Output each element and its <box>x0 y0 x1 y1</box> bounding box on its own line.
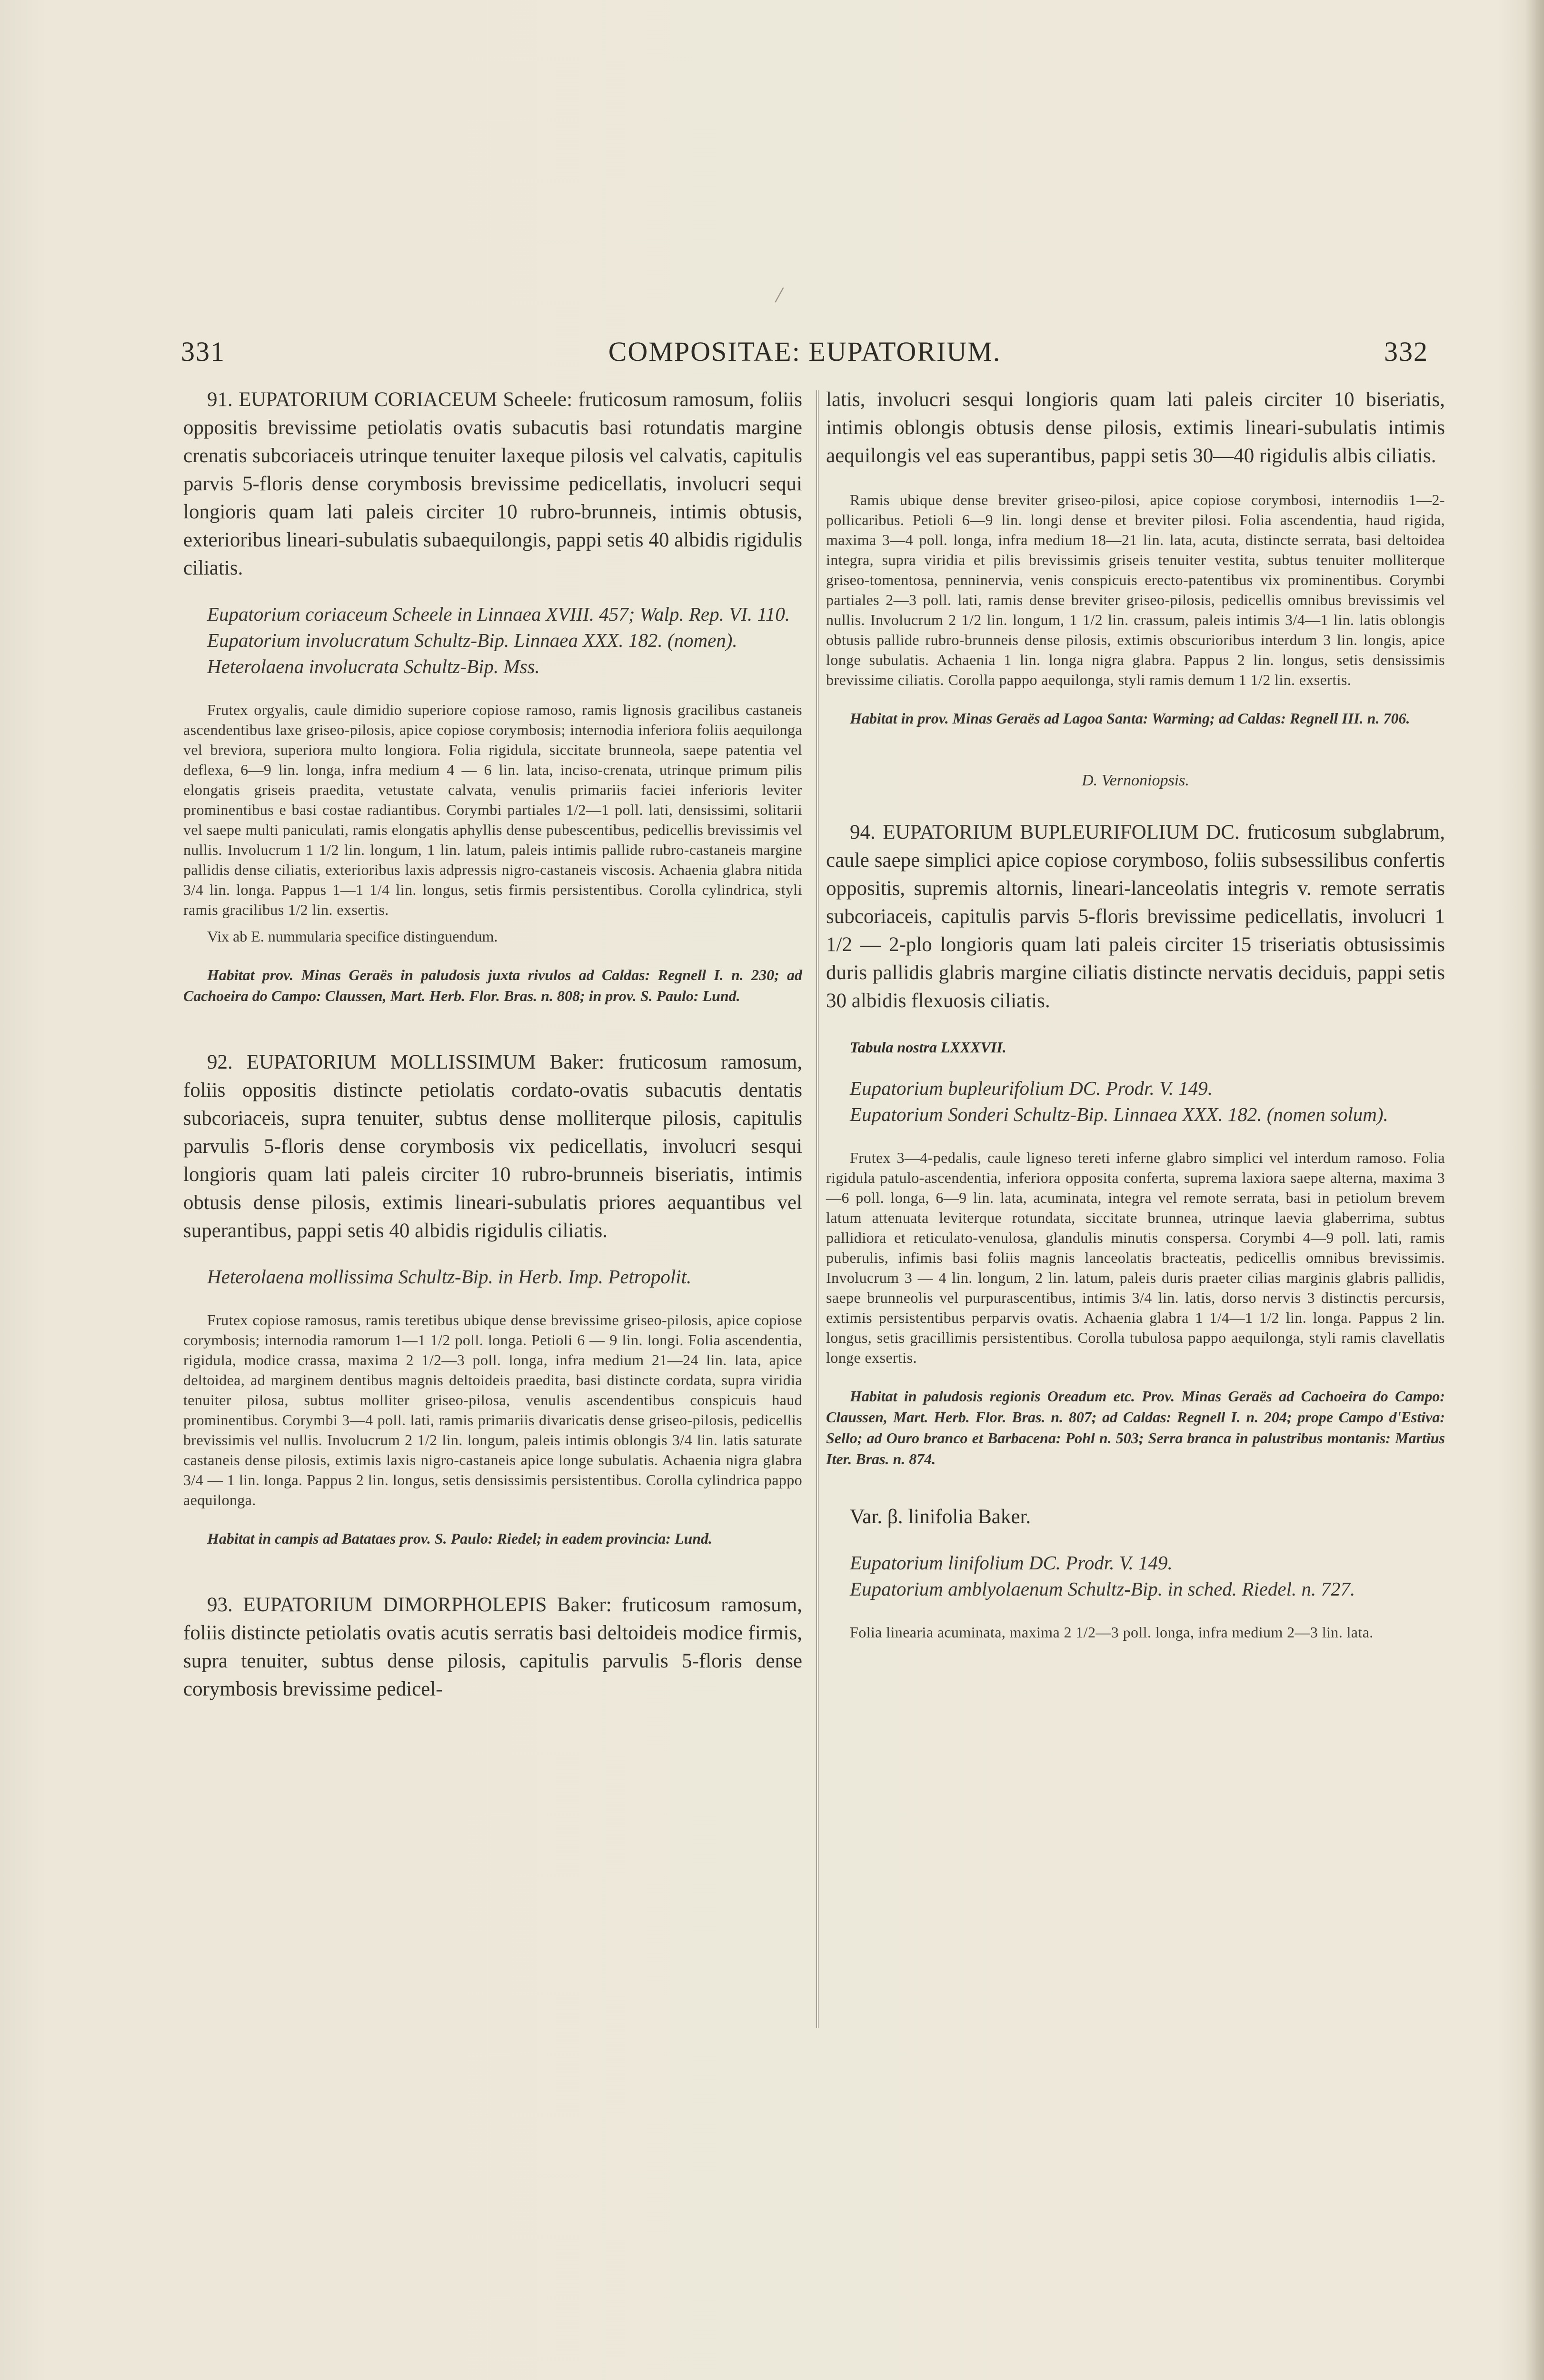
variety-synonym: Eupatorium amblyolaenum Schultz-Bip. in sched. Riedel. n. 727. <box>850 1578 1355 1600</box>
species-94-citation: Eupatorium bupleurifolium DC. Prodr. V. 149. <box>850 1077 1213 1099</box>
species-91-habitat: Habitat prov. Minas Geraës in paludosis juxta rivulos ad Caldas: Regnell I. n. 230; ad Cachoeira do Campo: Claussen, Mart. Herb. Flor. Bras. n. 808; in prov. S. Paulo: Lund. <box>183 966 802 1004</box>
species-92-diagnosis: 92. EUPATORIUM MOLLISSIMUM Baker: fruticosum ramosum, foliis oppositis distincte petiolatis cordato-ovatis subacutis dentatis subcoriaceis, supra tenuiter, subtus dense molliterque pilosis, capitulis parvulis 5-floris dense corymbosis vix pedicellatis, involucri sesqui longioris quam lati paleis circiter 10 rubro-brunneis biseriatis, intimis obtusis dense pilosis, extimis lineari-subulatis priores aequantibus vel superantibus, pappi setis 40 albidis rigidulis ciliatis. <box>183 1051 802 1242</box>
page-number-left: 331 <box>181 336 225 367</box>
species-93-diagnosis-continued: latis, involucri sesqui longioris quam lati paleis circiter 10 biseriatis, intimis oblongis obtusis dense pilosis, extimis lineari-subulatis intimis aequilongis vel eas superantibus, pappi setis 30—40 rigidulis albis ciliatis. <box>826 388 1445 467</box>
species-92-description: Frutex copiose ramosus, ramis teretibus ubique dense brevissime griseo-pilosis, apice copiose corymbosis; internodia ramorum 1—1 1/2 poll. longa. Petioli 6 — 9 lin. longi. Folia ascendentia, rigidula, modice crassa, maxima 2 1/2—3 poll. longa, infra medium 21—24 lin. lata, apice deltoidea, ad marginem dentibus magnis deltoideis praedita, basi distincte cordata, supra viridia tenuiter pilosa, subtus molliter griseo-pilosa, venulis ascendentibus conspicuis haud prominentibus. Corymbi 3—4 poll. lati, ramis primariis divaricatis dense griseo-pilosis, pedicellis brevissimis vel nullis. Involucrum 2 1/2 lin. longum, paleis intimis oblongis 3/4 lin. latis saturate castaneis dense pilosis, extimis laxis nigro-castaneis apice longe subulatis. Achaenia nigra glabra 3/4 — 1 lin. longa. Pappus 2 lin. longus, setis densissimis persistentibus. Corolla cylindrica pappo aequilonga. <box>183 1311 802 1508</box>
species-93-description: Ramis ubique dense breviter griseo-pilosi, apice copiose corymbosi, internodiis 1—2-pollicaribus. Petioli 6—9 lin. longi dense et breviter pilosi. Folia ascendentia, haud rigida, maxima 3—4 poll. longa, infra medium 18—21 lin. lata, acuta, distincte serrata, basi deltoidea integra, supra viridia et pilis brevissimis griseis tenuiter vestita, subtus tenuiter molliterque griseo-tomentosa, penninervia, venis conspicuis erecto-patentibus vix prominentibus. Corymbi partiales 2—3 poll. lati, ramis dense breviter griseo-pilosis, pedicellis omnibus brevissimis vel nullis. Involucrum 2 1/2 lin. longum, 1 1/2 lin. crassum, paleis intimis 3/4—1 lin. latis oblongis obtusis pallide rubro-brunneis dense pilosis, extimis obscurioribus interdum 3 lin. longis, apice longe subulatis. Achaenia 1 lin. longa nigra glabra. Pappus 2 lin. longus, setis densissimis brevissime ciliatis. Corolla pappo aequilonga, styli ramis demum 1 1/2 lin. exsertis. <box>826 491 1445 688</box>
species-94-synonym: Eupatorium Sonderi Schultz-Bip. Linnaea XXX. 182. (nomen solum). <box>850 1103 1388 1125</box>
page-edge-shadow <box>1525 0 1544 2380</box>
species-91-note: Vix ab E. nummularia specifice distinguendum. <box>207 928 498 945</box>
species-93-diagnosis: 93. EUPATORIUM DIMORPHOLEPIS Baker: fruticosum ramosum, foliis distincte petiolatis ovatis acutis serratis basi deltoideis modice firmis, supra tenuiter, subtus dense pilosis, capitulis parvulis 5-floris dense corymbosis brevissime pedicel- <box>183 1594 802 1700</box>
page-number-right: 332 <box>1384 336 1428 367</box>
species-91-synonym: Heterolaena involucrata Schultz-Bip. Mss. <box>207 655 540 677</box>
species-92-synonym: Heterolaena mollissima Schultz-Bip. in Herb. Imp. Petropolit. <box>207 1266 692 1288</box>
pencil-mark: / <box>774 281 785 308</box>
left-column <box>183 386 802 1703</box>
section-heading: D. Vernoniopsis. <box>1082 772 1189 789</box>
species-94-diagnosis: 94. EUPATORIUM BUPLEURIFOLIUM DC. fruticosum subglabrum, caule saepe simplici apice copiose corymboso, foliis subsessilibus confertis oppositis, supremis altornis, lineari-lanceolatis integris v. remote serratis subcoriaceis, capitulis parvis 5-floris brevissime pedicellatis, involucri 1 1/2 — 2-plo longioris quam lati paleis circiter 15 triseriatis obtusissimis duris pallidis glabris margine ciliatis distincte nervatis deciduis, pappi setis 30 albidis flexuosis ciliatis. <box>826 821 1445 1012</box>
variety-citation: Eupatorium linifolium DC. Prodr. V. 149. <box>850 1552 1173 1574</box>
column-divider <box>817 390 818 2028</box>
running-title: COMPOSITAE: EUPATORIUM. <box>608 336 1001 367</box>
species-94-plate-reference: Tabula nostra LXXXVII. <box>850 1039 1006 1056</box>
running-header <box>181 336 1428 374</box>
variety-description: Folia linearia acuminata, maxima 2 1/2—3 poll. longa, infra medium 2—3 lin. lata. <box>850 1624 1374 1641</box>
species-94-description: Frutex 3—4-pedalis, caule ligneso tereti inferne glabro simplici vel interdum ramoso. Folia rigidula patulo-ascendentia, inferiora opposita conferta, suprema laxiora saepe alterna, maxima 3—6 poll. longa, 6—9 lin. lata, acuminata, integra vel remote serrata, basi in petiolum brevem latum attenuata leviterque rotundata, siccitate brunnea, utrinque laevia glaberrima, subtus pallidiora et reticulato-venulosa, glandulis minutis conspersa. Corymbi 4—9 poll. lati, ramis puberulis, infimis basi foliis magnis lanceolatis bracteatis, pedicellis omnibus brevissimis. Involucrum 3 — 4 lin. longum, 2 lin. latum, paleis duris praeter cilias marginis glabris pallidis, saepe brunneolis vel purpurascentibus, intimis 3/4 lin. latis, dorso nervis 3 distinctis percursis, extimis persistentibus perparvis ovatis. Achaenia glabra 1 1/4—1 1/2 lin. longa. Pappus 2 lin. longus, setis gracillimis persistentibus. Corolla tubulosa pappo aequilonga, styli ramis clavellatis longe exsertis. <box>826 1149 1445 1366</box>
variety-heading: Var. β. linifolia Baker. <box>850 1506 1031 1528</box>
species-93-habitat: Habitat in prov. Minas Geraës ad Lagoa Santa: Warming; ad Caldas: Regnell III. n. 706. <box>850 710 1410 727</box>
species-94-habitat: Habitat in paludosis regionis Oreadum etc. Prov. Minas Geraës ad Cachoeira do Campo: Claussen, Mart. Herb. Flor. Bras. n. 807; ad Caldas: Regnell I. n. 204; prope Campo d'Estiva: Sello; ad Ouro branco et Barbacena: Pohl n. 503; Serra branca in palustribus montanis: Martius Iter. Bras. n. 874. <box>826 1388 1445 1468</box>
species-91-description: Frutex orgyalis, caule dimidio superiore copiose ramoso, ramis lignosis gracilibus castaneis ascendentibus laxe griseo-pilosis, apice copiose corymbosis; internodia inferiora foliis aequilonga vel breviora, superiora multo longiora. Folia rigidula, siccitate brunneola, saepe patentia vel deflexa, 6—9 lin. longa, infra medium 4 — 6 lin. lata, inciso-crenata, utrinque primum pilis elongatis griseis praedita, vetustate calvata, venulis primariis faciei inferioris leviter prominentibus e basi costae radiantibus. Corymbi partiales 1/2—1 poll. lati, densissimi, solitarii vel saepe multi paniculati, ramis elongatis aphyllis dense pubescentibus, pedicellis brevissimis vel nullis. Involucrum 1 1/2 lin. longum, 1 lin. latum, paleis intimis pallide rubro-castaneis margine pallidis dense ciliatis, exterioribus laxis adpressis nigro-castaneis viscosis. Achaenia glabra nitida 3/4 lin. longa. Pappus 1—1 1/4 lin. longus, setis firmis persistentibus. Corolla cylindrica, styli ramis gracilibus 1/2 lin. exsertis. <box>183 701 802 918</box>
species-91-citation: Eupatorium coriaceum Scheele in Linnaea XVIII. 457; Walp. Rep. VI. 110. <box>207 603 790 625</box>
right-column <box>826 386 1445 1642</box>
species-91-synonym: Eupatorium involucratum Schultz-Bip. Linnaea XXX. 182. (nomen). <box>207 629 737 651</box>
species-92-habitat: Habitat in campis ad Batataes prov. S. Paulo: Riedel; in eadem provincia: Lund. <box>207 1530 713 1547</box>
species-91-diagnosis: 91. EUPATORIUM CORIACEUM Scheele: fruticosum ramosum, foliis oppositis brevissime petiolatis ovatis subacutis basi rotundatis margine crenatis subcoriaceis utrinque tenuiter laxeque pilosis vel calvatis, capitulis parvis 5-floris dense corymbosis brevissime pedicellatis, involucri sequi longioris quam lati paleis circiter 10 rubro-brunneis, intimis obtusis, exterioribus lineari-subulatis subaequilongis, pappi setis 40 albidis rigidulis ciliatis. <box>183 388 802 579</box>
